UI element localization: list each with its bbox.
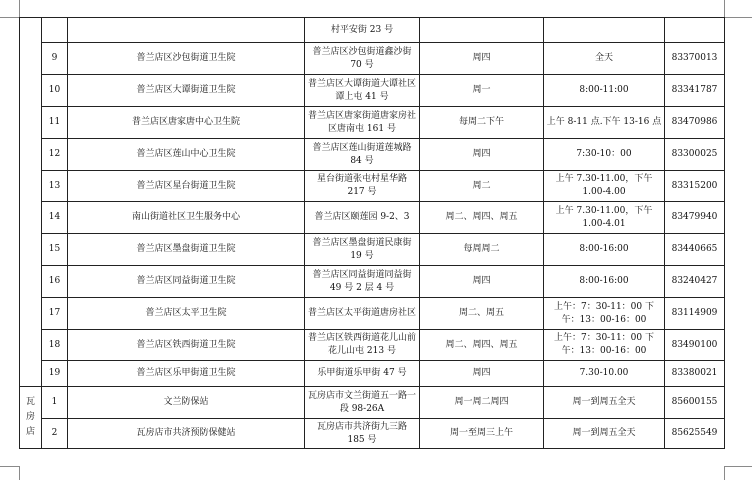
cell-name: 普兰店区同益街道卫生院 <box>68 266 305 298</box>
cell-no: 19 <box>42 361 68 387</box>
table-row <box>20 107 725 139</box>
region-cell-continued <box>20 18 42 387</box>
cell-no: 11 <box>42 107 68 139</box>
cell-name: 南山街道社区卫生服务中心 <box>68 202 305 234</box>
cell-time: 8:00-16:00 <box>544 266 665 298</box>
cell-no: 2 <box>42 419 68 449</box>
cell-time: 全天 <box>544 43 665 75</box>
cell-day: 周一 <box>420 75 544 107</box>
cell-address: 普兰店区莲山街道莲城路 84 号 <box>305 139 420 171</box>
cell-phone: 83470986 <box>665 107 725 139</box>
cell-address: 普兰店区颐莲园 9-2、3 <box>305 202 420 234</box>
clinic-table <box>19 17 725 449</box>
cell-no: 10 <box>42 75 68 107</box>
cell-name: 普兰店区墨盘街道卫生院 <box>68 234 305 266</box>
cell-time: 上午 7.30-11.00，下午 1.00-4.00 <box>544 171 665 202</box>
cell-address: 瓦房店市文兰街道五一路一段 98-26A <box>305 387 420 419</box>
cell-name: 瓦房店市共济预防保健站 <box>68 419 305 449</box>
cell-no: 14 <box>42 202 68 234</box>
region-cell <box>20 387 42 449</box>
cell-phone: 83114909 <box>665 298 725 330</box>
cell-no <box>42 18 68 43</box>
cell-day <box>420 18 544 43</box>
cell-day: 周四 <box>420 43 544 75</box>
table-row <box>20 202 725 234</box>
cell-phone: 85625549 <box>665 419 725 449</box>
table-row <box>20 266 725 298</box>
crop-mark-bottom-right-h <box>724 466 752 467</box>
cell-day: 周二 <box>420 171 544 202</box>
crop-mark-top-left-h <box>0 17 19 18</box>
table-row-continuation <box>20 18 725 43</box>
cell-address: 普兰店区大谭街道大谭社区谭上屯 41 号 <box>305 75 420 107</box>
cell-day: 周二、周四、周五 <box>420 202 544 234</box>
cell-no: 13 <box>42 171 68 202</box>
cell-address: 普兰店区墨盘街道民康街 19 号 <box>305 234 420 266</box>
table-row <box>20 234 725 266</box>
cell-name: 普兰店区星台街道卫生院 <box>68 171 305 202</box>
crop-mark-top-right-h <box>724 17 752 18</box>
table-row <box>20 298 725 330</box>
cell-address: 乐甲街道乐甲街 47 号 <box>305 361 420 387</box>
table-row <box>20 419 725 449</box>
cell-name: 文兰防保站 <box>68 387 305 419</box>
cell-address: 村平安街 23 号 <box>305 18 420 43</box>
cell-name: 普兰店区唐家唐中心卫生院 <box>68 107 305 139</box>
crop-mark-bottom-left-h <box>0 466 19 467</box>
crop-mark-top-right-v <box>724 0 725 17</box>
cell-name: 普兰店区沙包街道卫生院 <box>68 43 305 75</box>
cell-no: 12 <box>42 139 68 171</box>
cell-phone: 83240427 <box>665 266 725 298</box>
cell-phone: 83341787 <box>665 75 725 107</box>
cell-time: 8:00-16:00 <box>544 234 665 266</box>
cell-address: 普兰店区沙包街道鑫沙街 70 号 <box>305 43 420 75</box>
cell-phone: 83370013 <box>665 43 725 75</box>
cell-phone: 83315200 <box>665 171 725 202</box>
crop-mark-bottom-right-v <box>724 466 725 480</box>
cell-time <box>544 18 665 43</box>
cell-name: 普兰店区大谭街道卫生院 <box>68 75 305 107</box>
cell-address: 普兰店区太平街道唐房社区 <box>305 298 420 330</box>
cell-no: 17 <box>42 298 68 330</box>
cell-name: 普兰店区铁西街道卫生院 <box>68 330 305 361</box>
table-row <box>20 330 725 361</box>
cell-name <box>68 18 305 43</box>
cell-address: 普兰店区同益街道同益街 49 号 2 层 4 号 <box>305 266 420 298</box>
table-row <box>20 43 725 75</box>
cell-address: 普兰店区铁西街道花儿山前花儿山屯 213 号 <box>305 330 420 361</box>
cell-address: 瓦房店市共济街九三路 185 号 <box>305 419 420 449</box>
cell-time: 周一到周五全天 <box>544 387 665 419</box>
table-row <box>20 387 725 419</box>
cell-day: 周二、周五 <box>420 298 544 330</box>
table-row <box>20 75 725 107</box>
cell-no: 18 <box>42 330 68 361</box>
cell-day: 周一至周三上午 <box>420 419 544 449</box>
cell-day: 每周周二 <box>420 234 544 266</box>
cell-time: 上午：7：30-11：00 下午：13：00-16：00 <box>544 298 665 330</box>
cell-phone: 83479940 <box>665 202 725 234</box>
cell-no: 16 <box>42 266 68 298</box>
cell-phone: 83490100 <box>665 330 725 361</box>
cell-day: 周四 <box>420 139 544 171</box>
cell-day: 每周二下午 <box>420 107 544 139</box>
cell-phone <box>665 18 725 43</box>
cell-day: 周一周二周四 <box>420 387 544 419</box>
cell-phone: 83380021 <box>665 361 725 387</box>
cell-phone: 83440665 <box>665 234 725 266</box>
crop-mark-top-left-v <box>19 0 20 17</box>
cell-name: 普兰店区太平卫生院 <box>68 298 305 330</box>
cell-name: 普兰店区莲山中心卫生院 <box>68 139 305 171</box>
table-row <box>20 139 725 171</box>
cell-time: 上午 7.30-11.00，下午 1.00-4.01 <box>544 202 665 234</box>
cell-day: 周四 <box>420 361 544 387</box>
cell-phone: 83300025 <box>665 139 725 171</box>
cell-name: 普兰店区乐甲街道卫生院 <box>68 361 305 387</box>
cell-time: 上午 8-11 点.下午 13-16 点 <box>544 107 665 139</box>
cell-phone: 85600155 <box>665 387 725 419</box>
cell-time: 上午：7：30-11：00 下午：13：00-16：00 <box>544 330 665 361</box>
table-row <box>20 361 725 387</box>
cell-time: 8:00-11:00 <box>544 75 665 107</box>
cell-no: 9 <box>42 43 68 75</box>
cell-time: 周一到周五全天 <box>544 419 665 449</box>
table-row <box>20 171 725 202</box>
cell-day: 周二、周四、周五 <box>420 330 544 361</box>
region-label: 瓦房店 <box>25 397 35 437</box>
cell-no: 1 <box>42 387 68 419</box>
crop-mark-bottom-left-v <box>19 466 20 480</box>
cell-address: 普兰店区唐家街道唐家房社区唐南屯 161 号 <box>305 107 420 139</box>
cell-day: 周四 <box>420 266 544 298</box>
cell-address: 星台街道张屯村星华路 217 号 <box>305 171 420 202</box>
cell-time: 7:30-10：00 <box>544 139 665 171</box>
cell-time: 7.30-10.00 <box>544 361 665 387</box>
cell-no: 15 <box>42 234 68 266</box>
